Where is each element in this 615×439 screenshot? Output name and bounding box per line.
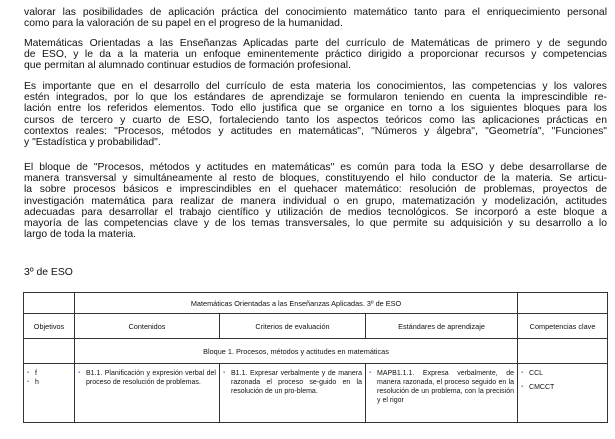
text-line: estén integrados, por lo que los estándares de aprendizaje se formularon teniendo en cuenta la imprescindible re- [24,92,607,104]
curriculum-table [23,292,608,423]
cell-text: ▪ B1.1. Expresar verbalmente y de manera razonada el proceso se-guido en la resolución de un pro-blema. [223,369,362,396]
paragraph-4 [24,162,607,240]
list-item: ▪ f [27,369,71,378]
column-header: Competencias clave [518,314,608,339]
paragraph-3 [24,81,607,148]
table-title-spacer [24,293,75,314]
section-heading: 3º de ESO [24,267,73,278]
text-line: como para la valoración de su papel en el progreso de la humanidad. [24,18,343,30]
table-row [24,364,608,423]
text-line: investigación matemática para realizar de manera individual o en grupo, matematización y modelización, actitudes [24,195,607,207]
column-header: Estándares de aprendizaje [366,314,518,339]
objetivos-cell [24,364,75,423]
block-title-spacer [518,339,608,364]
list-item: ▪ CCL [521,369,604,378]
paragraph-1 [24,7,607,29]
contenidos-cell [75,364,220,423]
text-line: mayoría de las competencias clave y de los temas transversales, lo que permite su adquisición y su desarrollo a lo [24,218,607,230]
estandares-cell [366,364,518,423]
table-title-spacer [518,293,608,314]
text-line: adecuadas para desarrollar el trabajo científico y utilización de medios tecnológicos. Se incorporó a este bloque a [24,206,607,218]
cell-text: ▪ B1.1. Planificación y expresión verbal del proceso de resolución de problemas. [78,369,216,387]
column-header: Contenidos [75,314,220,339]
text-line: valorar las posibilidades de aplicación práctica del conocimiento matemático tanto para el enriquecimiento personal [24,7,607,18]
table-header-row [24,314,608,339]
text-line: cursos de tercero y cuarto de ESO, fortaleciendo tanto los aspectos teóricos como las aplicaciones prácticas en [24,114,607,126]
competencias-cell [518,364,608,423]
criterios-cell [220,364,366,423]
cell-text: ▪ MAPB1.1.1. Expresa verbalmente, de manera razonada, el proceso seguido en la resolución de un problema, con la precisión y el rigor [369,369,514,405]
text-line: contextos reales: "Procesos, métodos y actitudes en matemáticas", "Números y álgebra", "Geometría", "Funciones" [24,125,607,137]
block-title: Bloque 1. Procesos, métodos y actitudes en matemáticas [75,339,518,364]
text-line: de ESO, y le da a la materia un enfoque eminentemente práctico dirigido a proporcionar recursos y competencias [24,49,607,61]
table-title: Matemáticas Orientadas a las Enseñanzas Aplicadas. 3º de ESO [75,293,518,314]
column-header: Criterios de evaluación [220,314,366,339]
list-item: ▪ CMCCT [521,383,604,392]
paragraph-2 [24,38,607,72]
table-title-row [24,293,608,314]
text-line: la sobre procesos básicos e imprescindibles en el quehacer matemático: resolución de problemas, proyectos de [24,184,607,196]
column-header: Objetivos [24,314,75,339]
text-line: y "Estadística y probabilidad". [24,137,161,149]
block-title-row [24,339,608,364]
text-line: que permitan al alumnado continuar estudios de formación profesional. [24,60,351,72]
text-line: largo de toda la materia. [24,229,137,241]
text-line: Matemáticas Orientadas a las Enseñanzas Aplicadas parte del currículo de Matemáticas de primero y de segundo [24,38,607,49]
list-item: ▪ h [27,378,71,387]
text-line: manera transversal y simultáneamente al resto de bloques, constituyendo el hilo conductor de la materia. Se articu- [24,173,607,185]
block-title-spacer [24,339,75,364]
text-line: El bloque de "Procesos, métodos y actitudes en matemáticas" es común para toda la ESO y debe desarrollarse de [24,162,607,173]
text-line: lación entre los referidos elementos. Todo ello justifica que se organice en torno a los siguientes bloques para los [24,103,607,115]
text-line: Es importante que en el desarrollo del currículo de esta materia los conocimientos, las competencias y los valores [24,81,607,92]
